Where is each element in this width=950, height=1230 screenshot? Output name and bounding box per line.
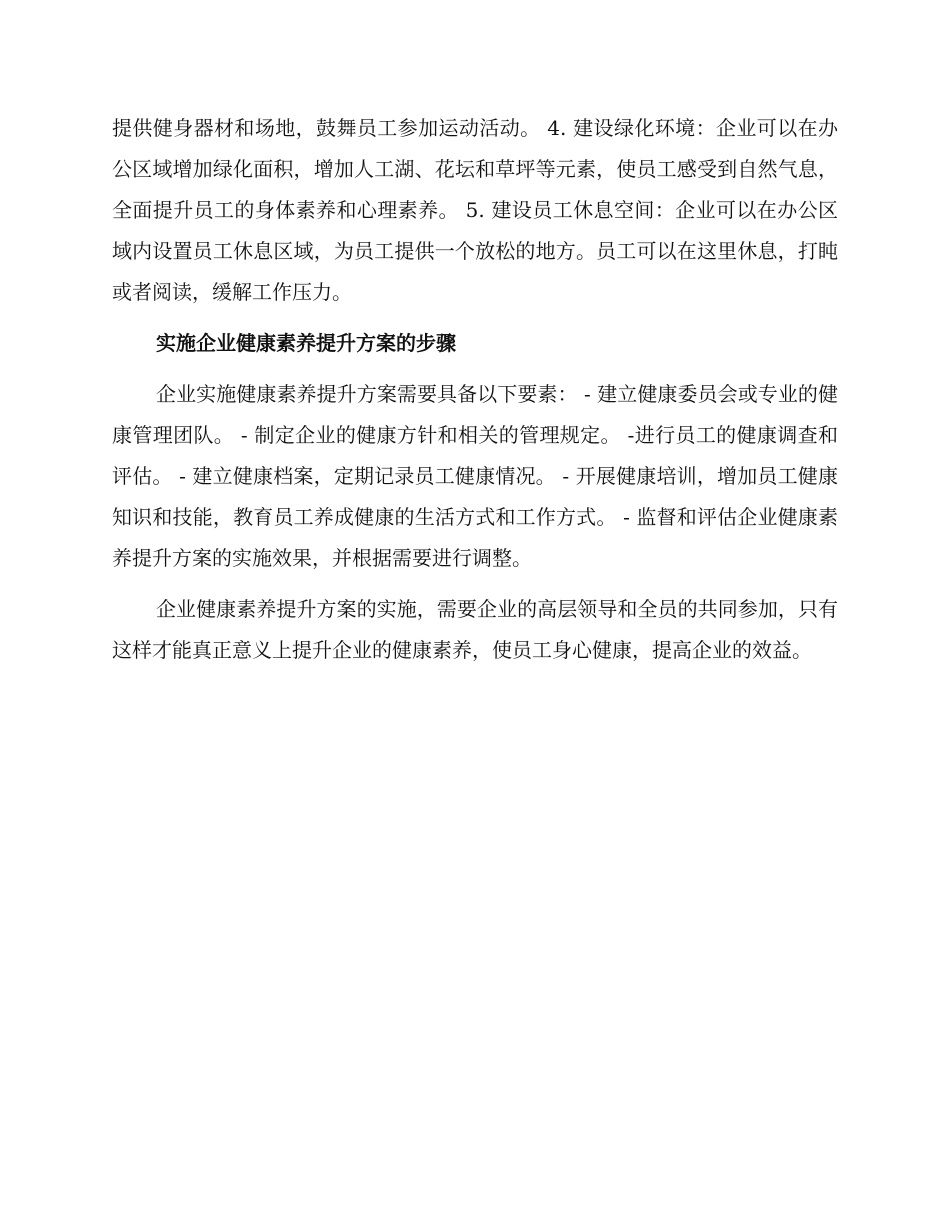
section-paragraph-conclusion: 企业健康素养提升方案的实施，需要企业的高层领导和全员的共同参加，只有这样才能真正意义上提升企业的健康素养，使员工身心健康，提高企业的效益。 — [112, 597, 838, 662]
document-body — [112, 108, 838, 671]
body-paragraph: 提供健身器材和场地，鼓舞员工参加运动活动。 4. 建设绿化环境：企业可以在办公区域增加绿化面积，增加人工湖、花坛和草坪等元素，使员工感受到自然气息，全面提升员工的身体素养和心理素养。 5. 建设员工休息空间：企业可以在办公区域内设置员工休息区域，为员工提供一个放松的地方。员工可以在这里休息，打盹或者阅读，缓解工作压力。 — [112, 116, 838, 304]
section-heading: 实施企业健康素养提升方案的步骤 — [156, 331, 456, 355]
section-paragraph-requirements: 企业实施健康素养提升方案需要具备以下要素： - 建立健康委员会或专业的健康管理团队。 - 制定企业的健康方针和相关的管理规定。 -进行员工的健康调查和评估。 - 建立健康档案，定期记录员工健康情况。 - 开展健康培训，增加员工健康知识和技能，教育员工养成健康的生活方式和工作方式。 - 监督和评估企业健康素养提升方案的实施效果，并根据需要进行调整。 — [112, 382, 838, 570]
